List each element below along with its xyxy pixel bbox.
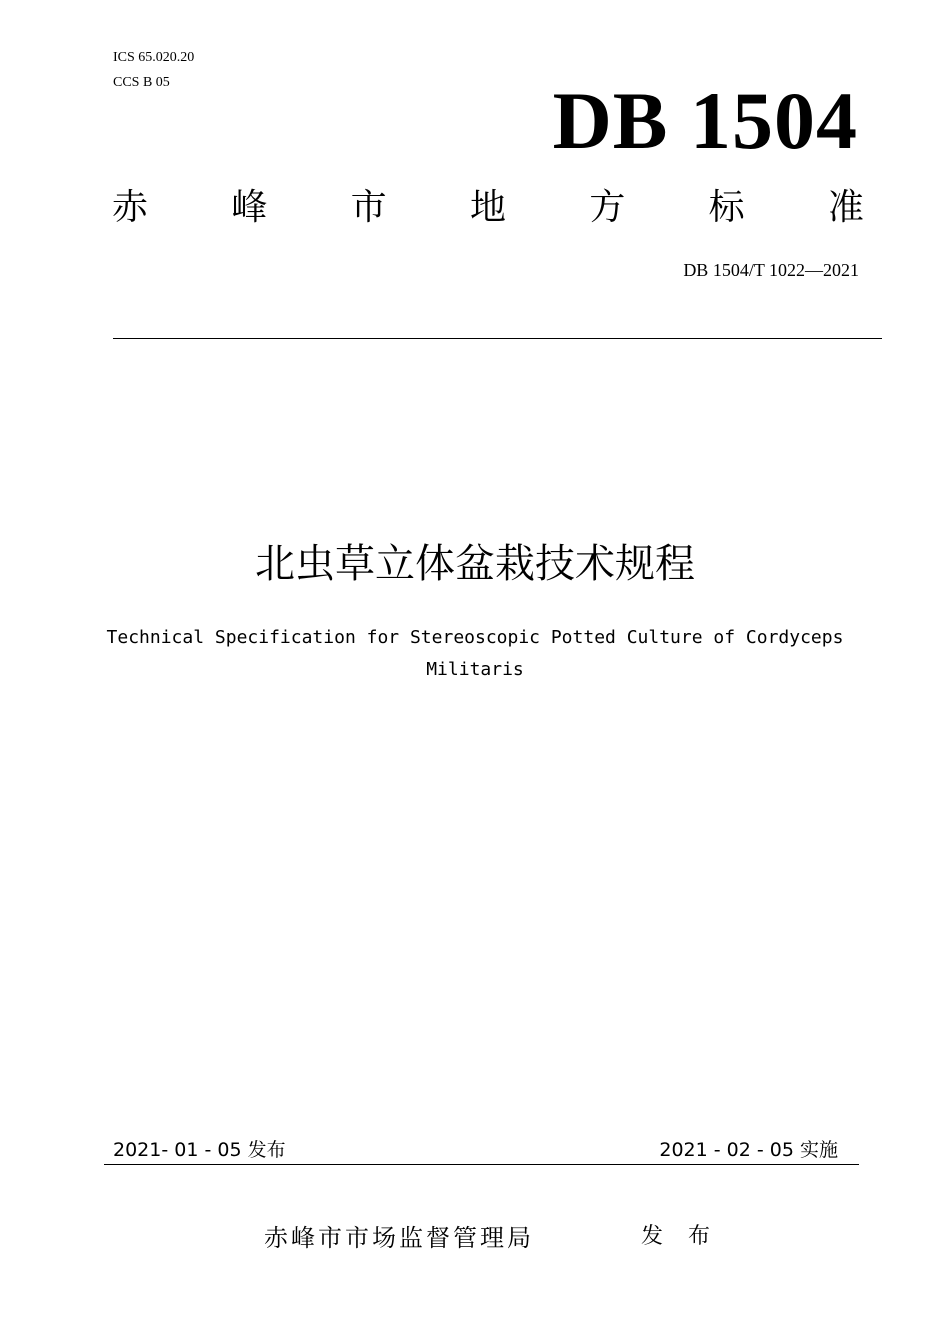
title-english-line: Militaris — [426, 659, 524, 680]
standard-kind-char: 峰 — [231, 187, 268, 228]
ccs-code: CCS B 05 — [113, 75, 170, 90]
ics-code: ICS 65.020.20 — [113, 50, 195, 65]
standard-kind-char: 标 — [708, 187, 745, 228]
title-chinese: 北虫草立体盆栽技术规程 — [255, 541, 695, 587]
standard-number: DB 1504/T 1022—2021 — [683, 260, 859, 280]
standard-kind-char: 地 — [469, 187, 506, 228]
issue-label: 发 布 — [641, 1224, 719, 1249]
db-code: DB 1504 — [552, 75, 858, 166]
standard-kind — [112, 186, 864, 230]
standard-kind-char: 赤 — [112, 187, 149, 228]
implement-date: 2021 - 02 - 05 实施 — [659, 1139, 838, 1161]
title-english — [80, 622, 870, 686]
footer-divider — [104, 1164, 859, 1165]
header-divider — [113, 338, 882, 339]
publish-date: 2021- 01 - 05 发布 — [113, 1139, 286, 1161]
title-english-line: Technical Specification for Stereoscopic Potted Culture of Cordyceps — [106, 627, 844, 648]
standard-kind-char: 市 — [350, 187, 387, 228]
issuer-name: 赤峰市市场监督管理局 — [264, 1224, 534, 1252]
standard-kind-char: 准 — [827, 187, 864, 228]
standard-kind-char: 方 — [589, 187, 626, 228]
